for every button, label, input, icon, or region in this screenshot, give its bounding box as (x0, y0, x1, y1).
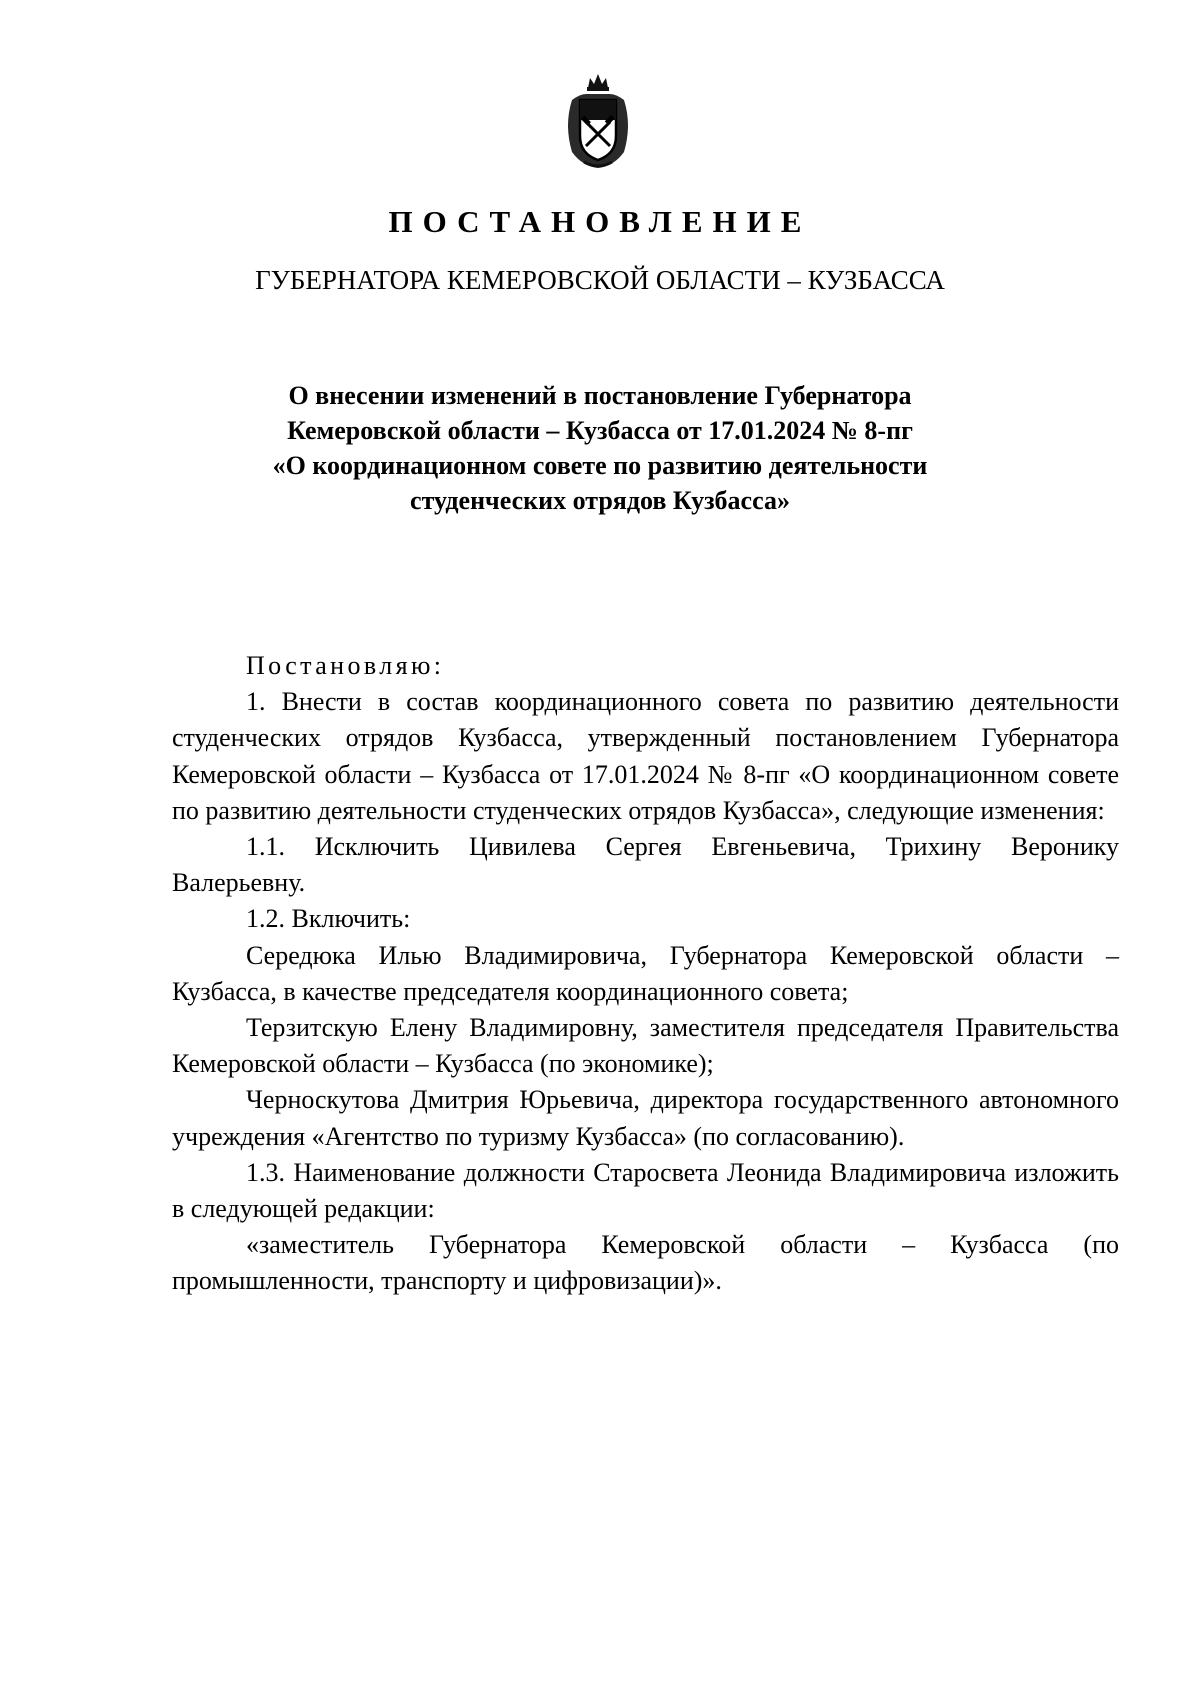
clause-1: 1. Внести в состав координационного совета по развитию деятельности студенческих отрядов Кузбасса, утвержденный постановлением Губернатора Кемеровской области – Кузбасса от 17.01.2024 № 8-пг «О координационном совете по развитию деятельности студенческих отрядов Кузбасса», следующие изменения: (172, 687, 1119, 825)
coat-of-arms-icon (558, 70, 638, 170)
title-line: О внесении изменений в постановление Губернатора (288, 381, 912, 410)
clause-1-2-member-2: Терзитскую Елену Владимировну, заместителя председателя Правительства Кемеровской области – Кузбасса (по экономике); (172, 1013, 1119, 1079)
clause-1-1: 1.1. Исключить Цивилева Сергея Евгеньевича, Трихину Веронику Валерьевну. (172, 832, 1119, 898)
clause-1-2: 1.2. Включить: (246, 904, 411, 934)
clause-1-3-wording: «заместитель Губернатора Кемеровской области – Кузбасса (по промышленности, транспорту и цифровизации)». (172, 1230, 1119, 1296)
title-line: «О координационном совете по развитию деятельности (272, 451, 928, 480)
document-body (172, 648, 1119, 1300)
clause-1-2-member-1: Середюка Илью Владимировича, Губернатора Кемеровской области – Кузбасса, в качестве председателя координационного совета; (172, 940, 1119, 1006)
title-line: Кемеровской области – Кузбасса от 17.01.2024 № 8-пг (287, 416, 913, 445)
document-title (250, 378, 950, 518)
resolution-lead: Постановляю: (246, 651, 445, 680)
document-type-heading: ПОСТАНОВЛЕНИЕ (388, 204, 812, 239)
clause-1-2-member-3: Черноскутова Дмитрия Юрьевича, директора государственного автономного учреждения «Агентство по туризму Кузбасса» (по согласованию). (172, 1085, 1119, 1151)
clause-1-3: 1.3. Наименование должности Старосвета Леонида Владимировича изложить в следующей редакции: (172, 1157, 1119, 1224)
issuing-authority: ГУБЕРНАТОРА КЕМЕРОВСКОЙ ОБЛАСТИ – КУЗБАССА (255, 265, 945, 295)
title-line: студенческих отрядов Кузбасса» (410, 486, 790, 515)
